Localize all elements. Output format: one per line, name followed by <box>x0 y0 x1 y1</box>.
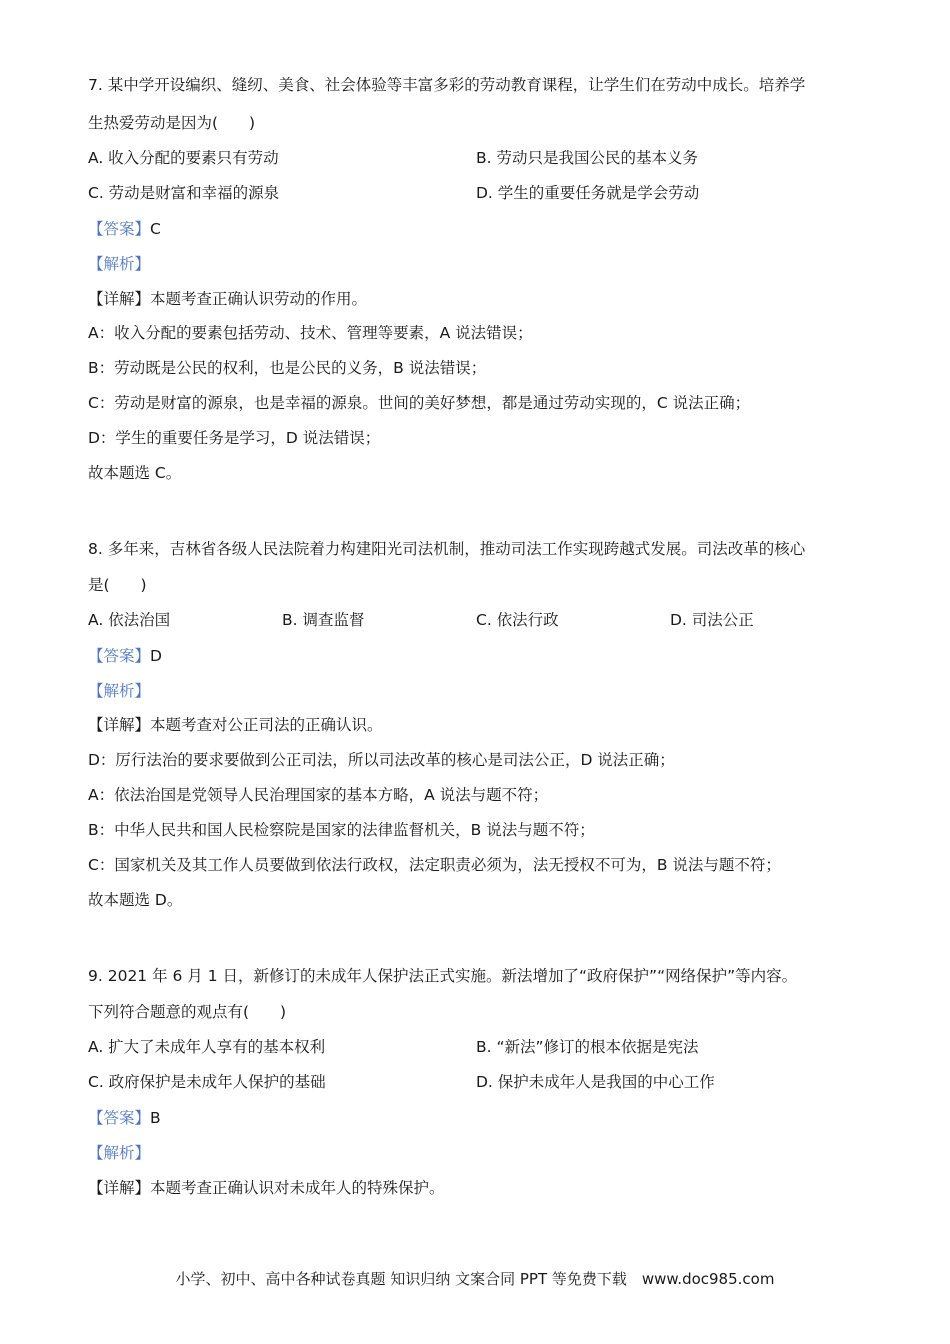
analysis-tag: 【解析】 <box>88 1144 151 1162</box>
answer-line <box>88 218 161 240</box>
analysis-tag: 【解析】 <box>88 255 151 273</box>
detail-tag: 【详解】 <box>88 1179 151 1197</box>
answer-line <box>88 645 162 667</box>
detail-tag: 【详解】 <box>88 716 151 734</box>
explanation-line: C：国家机关及其工作人员要做到依法行政权，法定职责必须为，法无授权不可为，B 说法与题不符； <box>88 856 781 874</box>
option-d: D. 司法公正 <box>670 611 754 629</box>
answer-value: B <box>150 1109 161 1127</box>
option-d: D. 学生的重要任务就是学会劳动 <box>476 184 700 202</box>
question-stem: 8. 多年来，吉林省各级人民法院着力构建阳光司法机制，推动司法工作实现跨越式发展。司法改革的核心 <box>88 540 806 558</box>
explanation-line: D：学生的重要任务是学习，D 说法错误； <box>88 429 381 447</box>
option-a: A. 扩大了未成年人享有的基本权利 <box>88 1038 326 1056</box>
question-stem: 生热爱劳动是因为( ) <box>88 114 256 132</box>
explanation-line: C：劳动是财富的源泉，也是幸福的源泉。世间的美好梦想，都是通过劳动实现的，C 说法正确； <box>88 394 751 412</box>
answer-tag: 【答案】 <box>88 220 151 238</box>
answer-value: D <box>150 647 162 665</box>
explanation-line: D：厉行法治的要求要做到公正司法，所以司法改革的核心是司法公正，D 说法正确； <box>88 751 675 769</box>
detail-line <box>88 714 383 736</box>
detail-line <box>88 1177 445 1199</box>
option-c: C. 依法行政 <box>476 611 559 629</box>
question-stem: 下列符合题意的观点有( ) <box>88 1003 287 1021</box>
detail-text: 本题考查正确认识劳动的作用。 <box>150 290 368 308</box>
option-a: A. 收入分配的要素只有劳动 <box>88 149 279 167</box>
analysis-tag: 【解析】 <box>88 682 151 700</box>
detail-text: 本题考查对公正司法的正确认识。 <box>150 716 383 734</box>
option-d: D. 保护未成年人是我国的中心工作 <box>476 1073 715 1091</box>
option-b: B. “新法”修订的根本依据是宪法 <box>476 1038 699 1056</box>
answer-tag: 【答案】 <box>88 1109 151 1127</box>
option-a: A. 依法治国 <box>88 611 171 629</box>
option-b: B. 劳动只是我国公民的基本义务 <box>476 149 698 167</box>
answer-value: C <box>150 220 161 238</box>
conclusion-line: 故本题选 D。 <box>88 891 183 909</box>
question-stem: 是( ) <box>88 576 147 594</box>
question-stem: 9. 2021 年 6 月 1 日，新修订的未成年人保护法正式实施。新法增加了“政府保护”“网络保护”等内容。 <box>88 967 798 985</box>
option-b: B. 调查监督 <box>282 611 365 629</box>
explanation-line: B：劳动既是公民的权利，也是公民的义务，B 说法错误； <box>88 359 487 377</box>
explanation-line: B：中华人民共和国人民检察院是国家的法律监督机关，B 说法与题不符； <box>88 821 595 839</box>
answer-tag: 【答案】 <box>88 647 151 665</box>
option-c: C. 劳动是财富和幸福的源泉 <box>88 184 280 202</box>
detail-line <box>88 288 367 310</box>
footer-banner: 小学、初中、高中各种试卷真题 知识归纳 文案合同 PPT 等免费下载 www.doc985.com <box>175 1270 775 1288</box>
explanation-line: A：收入分配的要素包括劳动、技术、管理等要素，A 说法错误； <box>88 324 533 342</box>
detail-text: 本题考查正确认识对未成年人的特殊保护。 <box>150 1179 445 1197</box>
option-c: C. 政府保护是未成年人保护的基础 <box>88 1073 326 1091</box>
explanation-line: A：依法治国是党领导人民治理国家的基本方略，A 说法与题不符； <box>88 786 549 804</box>
answer-line <box>88 1107 161 1129</box>
question-stem: 7. 某中学开设编织、缝纫、美食、社会体验等丰富多彩的劳动教育课程，让学生们在劳动中成长。培养学 <box>88 76 806 94</box>
conclusion-line: 故本题选 C。 <box>88 464 182 482</box>
detail-tag: 【详解】 <box>88 290 151 308</box>
